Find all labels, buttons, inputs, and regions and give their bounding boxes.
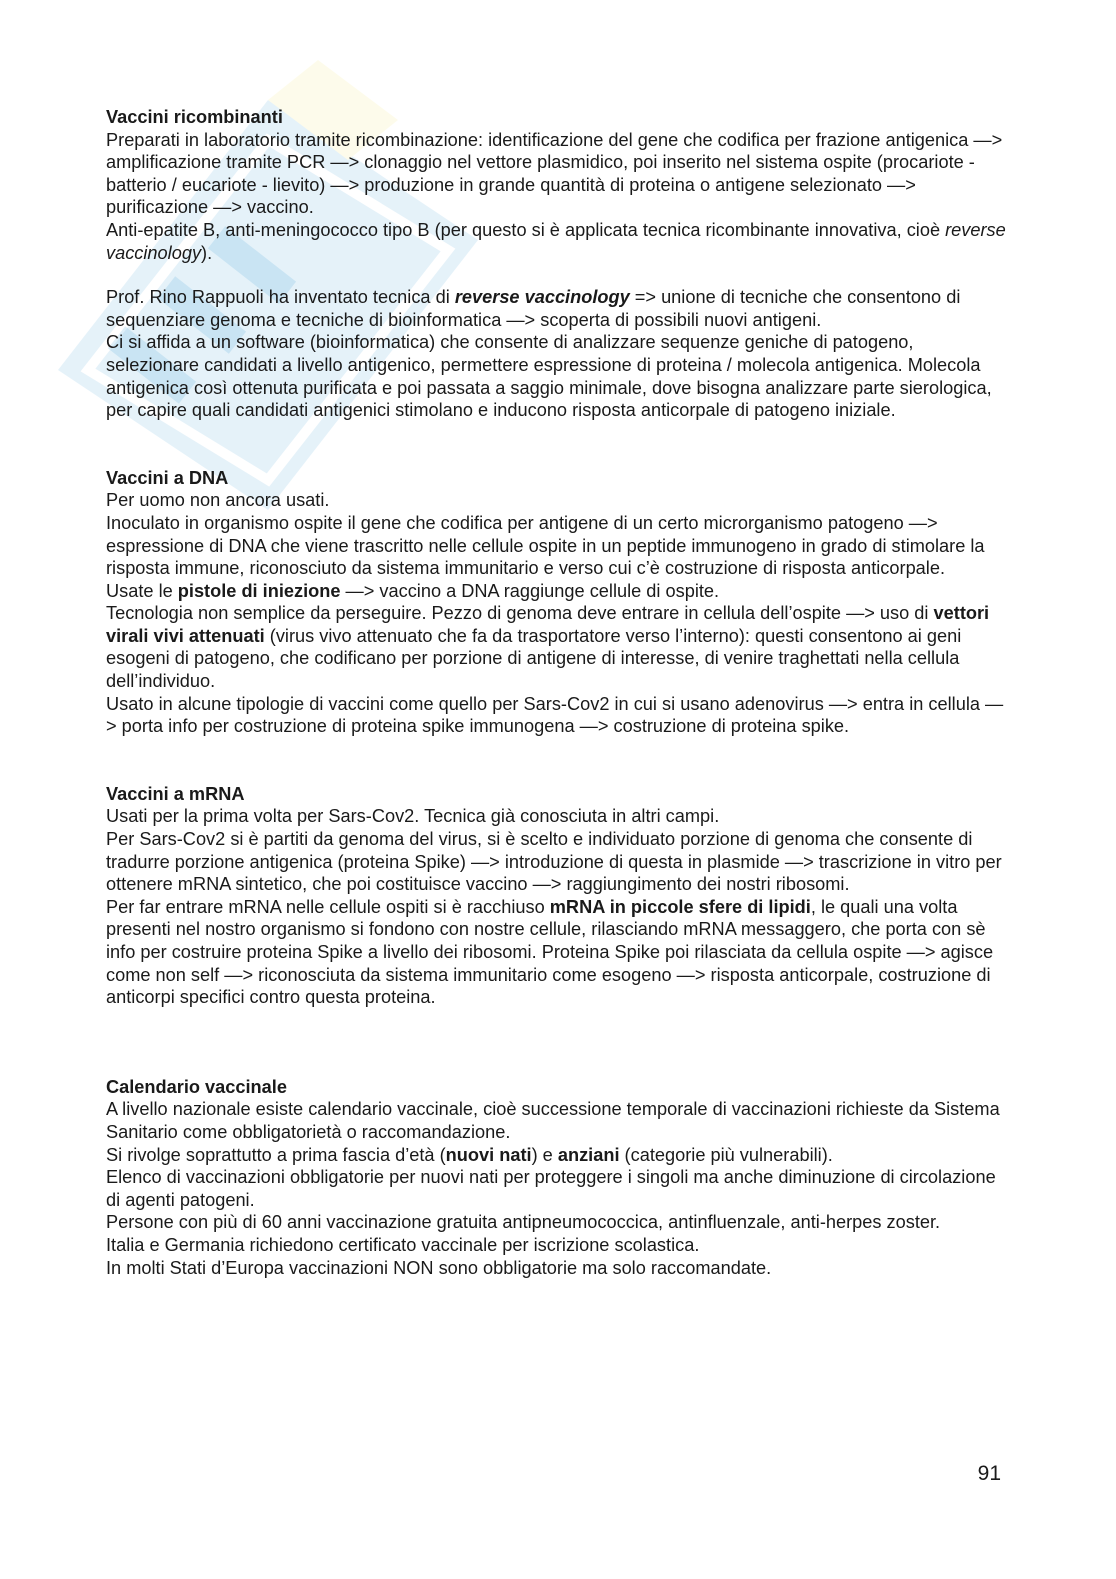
paragraph [106,805,1011,828]
bold-italic-text: reverse vaccinology [454,287,630,308]
text-run: Prof. Rino Rappuoli ha inventato tecnica di [106,287,455,308]
text-run: (categorie più vulnerabili). [619,1144,833,1165]
bold-text: vettori virali vivi attenuati [106,603,990,646]
text-run: Preparati in laboratorio tramite ricombinazione: identificazione del gene che codifica per frazione antigenica —> amplificazione tramite PCR —> clonaggio nel vettore plasmidico, poi inserito nel sistema ospite (procariote - batterio / eucariote - lievito) —> produzione in grande quantità di proteina o antigene selezionato —> purificazione —> vaccino. [106,129,1003,218]
paragraph [106,286,1011,331]
text-run: Tecnologia non semplice da perseguire. Pezzo di genoma deve entrare in cellula dell’ospite —> uso di [106,603,934,624]
text-run: Italia e Germania richiedono certificato vaccinale per iscrizione scolastica. [106,1234,700,1255]
bold-text: pistole di iniezione [177,580,341,601]
section-3 [106,783,1011,1009]
paragraph [106,219,1011,264]
paragraph [106,828,1011,896]
text-run: Ci si affida a un software (bioinformatica) che consente di analizzare sequenze geniche di patogeno, selezionare candidati a livello antigenico, permettere espressione di proteina / molecola antigenica. Molecola antigenica così ottenuta purificata e poi passata a saggio minimale, dove bisogna analizzare parte sierologica, per capire quali candidati antigenici stimolano e inducono risposta anticorpale di patogeno iniziale. [106,332,992,421]
text-run: Usato in alcune tipologie di vaccini come quello per Sars-Cov2 in cui si usano adenovirus —> entra in cellula —> porta info per costruzione di proteina spike immunogena —> costruzione di proteina spike. [106,693,1004,737]
paragraph [106,1211,1011,1234]
text-run: —> vaccino a DNA raggiunge cellule di ospite. [340,580,720,601]
text-run: Per uomo non ancora usati. [106,490,330,511]
paragraph [106,693,1011,738]
paragraph [106,1257,1011,1280]
paragraph [106,129,1011,219]
section-title: Calendario vaccinale [106,1076,287,1097]
section-4 [106,1076,1011,1279]
bold-text: nuovi nati [445,1144,532,1165]
document-page [106,106,1011,1279]
text-run: Elenco di vaccinazioni obbligatorie per nuovi nati per proteggere i singoli ma anche diminuzione di circolazione di agenti patogeni. [106,1167,996,1210]
section-title: Vaccini ricombinanti [106,107,283,127]
paragraph [106,1144,1011,1167]
text-run: ) e [531,1144,558,1165]
paragraph [106,331,1011,421]
text-run: (virus vivo attenuato che fa da trasportatore verso l’interno): questi consentono ai geni esogeni di patogeno, che codificano per porzione di antigene di interesse, di venire traghettati nella cellula dell’individuo. [106,625,962,692]
bold-text: anziani [557,1144,620,1165]
paragraph [106,896,1011,1009]
text-run: Per far entrare mRNA nelle cellule ospiti si è racchiuso [106,896,550,917]
text-run: In molti Stati d’Europa vaccinazioni NON sono obbligatorie ma solo raccomandate. [106,1257,772,1278]
paragraph [106,580,1011,603]
text-run: Inoculato in organismo ospite il gene che codifica per antigene di un certo microrganismo patogeno —> espressione di DNA che viene trascritto nelle cellule ospite in un peptide immunogeno in grado di stimolare la risposta immune, riconosciuto da sistema immunitario e verso cui c’è costruzione di risposta anticorpale. [106,512,985,579]
text-run: ). [201,242,213,263]
section-spacer [106,738,1011,783]
section-1 [106,106,1011,422]
paragraph [106,1234,1011,1257]
bold-text: mRNA in piccole sfere di lipidi [549,896,811,917]
page-number: 91 [977,1462,1001,1485]
text-run: Usate le [106,580,178,601]
section-spacer [106,1009,1011,1076]
text-run: Persone con più di 60 anni vaccinazione gratuita antipneumococcica, antinfluenzale, anti-herpes zoster. [106,1212,941,1233]
paragraph [106,602,1011,692]
paragraph [106,512,1011,580]
text-run: , le quali una volta presenti nel nostro organismo si fondono con nostre cellule, rilasciando mRNA messaggero, che porta con sè info per costruire proteina Spike a livello dei ribosomi. Proteina Spike poi rilasciata da cellula ospite —> agisce come non self —> riconosciuta da sistema immunitario come esogeno —> risposta anticorpale, costruzione di anticorpi specifici contro questa proteina. [106,896,994,1008]
italic-text: reverse vaccinology [106,219,1006,263]
paragraph [106,1166,1011,1211]
text-run: Per Sars-Cov2 si è partiti da genoma del virus, si è scelto e individuato porzione di genoma che consente di tradurre porzione antigenica (proteina Spike) —> introduzione di questa in plasmide —> trascrizione in vitro per ottenere mRNA sintetico, che poi costituisce vaccino —> raggiungimento dei nostri ribosomi. [106,829,1002,895]
paragraph-spacer [106,264,1011,286]
paragraph [106,1098,1011,1143]
text-run: Si rivolge soprattutto a prima fascia d’età ( [106,1144,446,1165]
section-title: Vaccini a DNA [106,467,229,488]
text-run: Usati per la prima volta per Sars-Cov2. Tecnica già conosciuta in altri campi. [106,806,720,827]
section-spacer [106,422,1011,467]
section-2 [106,467,1011,738]
text-run: A livello nazionale esiste calendario vaccinale, cioè successione temporale di vaccinazioni richieste da Sistema Sanitario come obbligatorietà o raccomandazione. [106,1099,1000,1142]
text-run: Anti-epatite B, anti-meningococco tipo B (per questo si è applicata tecnica ricombinante innovativa, cioè [106,219,946,240]
paragraph [106,489,1011,512]
section-title: Vaccini a mRNA [106,783,245,804]
text-run: => unione di tecniche che consentono di sequenziare genoma e tecniche di bioinformatica —> scoperta di possibili nuovi antigeni. [106,287,961,330]
